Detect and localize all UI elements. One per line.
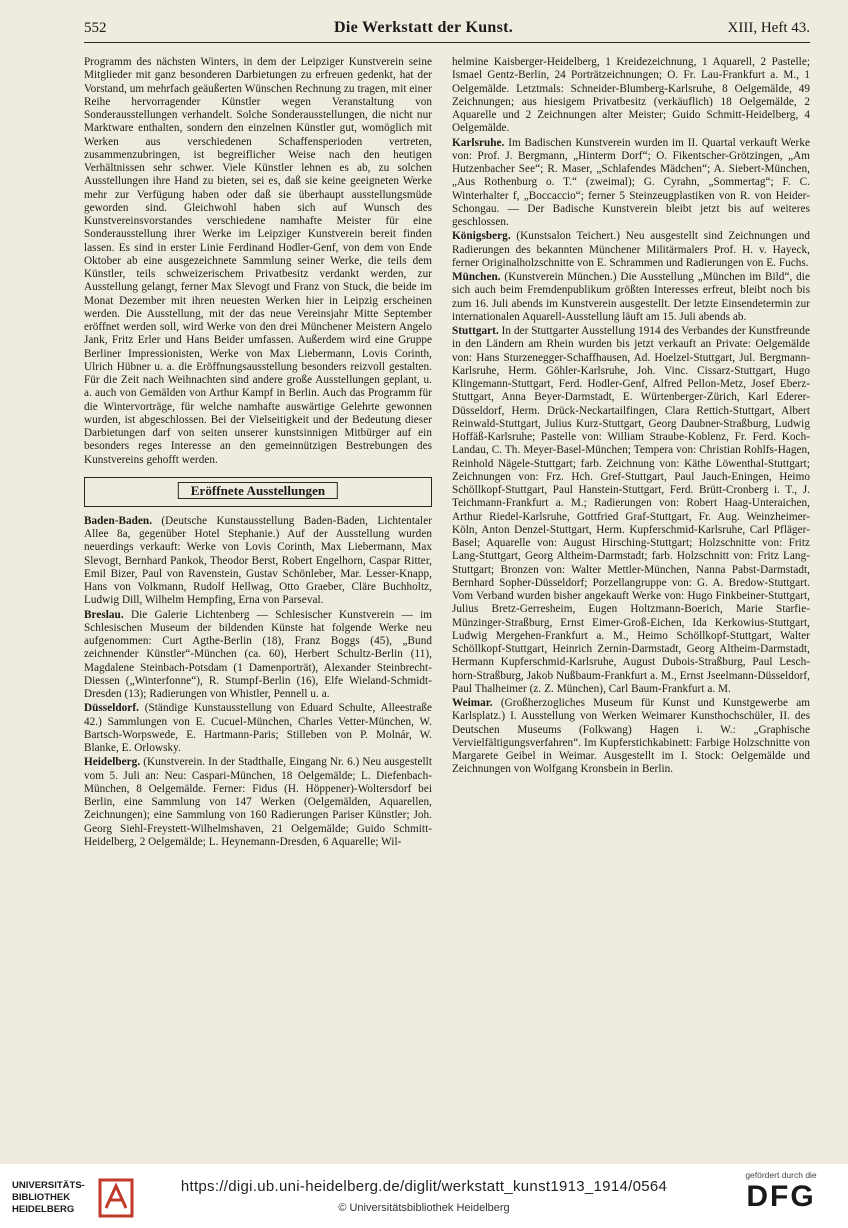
permalink-url[interactable]: https://digi.ub.uni-heidelberg.de/diglit/werkstatt_kunst1913_1914/0564: [180, 1178, 668, 1195]
entry-place: Baden-Baden.: [84, 514, 153, 527]
entry-text: Im Badischen Kunstverein wurden im II. Quartal verkauft Werke von: Prof. J. Bergmann, „Hinterm Dorf“; O. Fikentscher-Grötzingen, „Am Hutzenbacher See“; R. Maser, „Schlafendes Mädchen“; A. Siebert-München, „Aus Rothenburg o. T.“ (zweimal); G. Cyrahn, „Sommertag“; F. C. Winterhalter f, „Boccaccio“; ferner 5 Steinzeugplastiken von R. von Heider-Schongau. — Der Badische Kunstverein bleibt jetzt bis auf weiteres geschlossen.: [452, 136, 810, 228]
entry-baden-baden: [84, 515, 432, 608]
section-rule-right: [431, 478, 432, 506]
library-name-line: BIBLIOTHEK: [12, 1192, 71, 1203]
footer-bar: [0, 1164, 848, 1228]
entry-text: (Deutsche Kunstausstellung Baden-Baden, Lichtentaler Allee 8a, gegenüber Hotel Stephanie.) Auf der Ausstellung wurden neuerdings verkauft: Werke von Lovis Corinth, Max Liebermann, Max Slevogt, Bernhard Pankok, Theodor Berst, Robert Engelhorn, Caspar Ritter, Emil Bizer, Paul von Ravenstein, Gustav Schönleber, Mar. Lesser-Knapp, Hans von Volkmann, Rudolf Hellwag, Otto Graeber, Cläre Buchholtz, Ludwig Dill, Wilhelm Hempfing, Erna von Parseval.: [84, 514, 432, 607]
entry-text: Die Galerie Lichtenberg — Schlesischer Kunstverein — im Schlesischen Museum der bildenden Künste hat folgende Werke neu aufgenommen: Curt Agthe-Berlin (18), Franz Boggs (45), „Bund zeichnender Künstler“-München (ca. 60), Herbert Schultz-Berlin (11), Magdalene Steinbach-Potsdam (1 Damenporträt), Alexander Steinbrecht-Diessen („Winterfonne“), R. Stumpf-Berlin (16), Elfe Wieland-Schmidt-Dresden (13); Radierungen von Whistler, Pennell u. a.: [84, 608, 432, 700]
entry-place: Breslau.: [84, 608, 124, 621]
entry-place: Weimar.: [452, 697, 493, 709]
entry-place: Königsberg.: [452, 230, 511, 243]
dfg-logo: DFG: [746, 1180, 816, 1213]
entry-text: (Kunstverein. In der Stadthalle, Eingang Nr. 6.) Neu ausgestellt vom 5. Juli an: Neu: Caspari-München, 18 Oelgemälde; L. Diefenbach-München, 8 Oelgemälde. Ferner: Fidus (H. Höppener)-Woltersdorf bei Berlin, eine Sammlung von 147 Werken (Oelgemälden, Aquarellen, Zeichnungen); eine Sammlung von 160 Radierungen Pariser Künstler; Joh. Georg Siehl-Freystett-Wilhelmshaven, 21 Oelgemälde; Guido Schmitt-Heidelberg, 2 Oelgemälde; L. Heynemann-Dresden, 6 Aquarelle; Wil-: [84, 756, 432, 848]
entry-place: Heidelberg.: [84, 756, 141, 769]
entry-text: (Ständige Kunstausstellung von Eduard Schulte, Alleestraße 42.) Sammlungen von E. Cucuel-München, Charles Vetter-München, W. Bartsch-Worpswede, E. Hartmann-Paris; Stilleben von P. Molnár, W. Blanke, E. Orlowsky.: [84, 702, 432, 754]
entry-text: In der Stuttgarter Ausstellung 1914 des Verbandes der Kunstfreunde in den Ländern am Rhein wurden bis jetzt verkauft an Private: Oelgemälde von: Hans Sturzenegger-Schaffhausen, Ad. Hoelzel-Stuttgart, Jul. Bergmann-Karlsruhe, Herm. Göhler-Karlsruhe, Joh. Vinc. Cissarz-Stuttgart, Hugo Klingemann-Stuttgart, Ferd. Hodler-Genf, Alfred Pellon-Metz, Josef Eberz-Stuttgart, Anna Beyer-Darmstadt, E. Würtenberger-Zürich, Karl Ederer-Düsseldorf, Herm. Drück-Neckartailfingen, Clara Rettich-Stuttgart, Albert Reinwald-Stuttgart, Julius Kurz-Stuttgart, Georg Daubner-Straßburg, Ludwig Hoffäß-Karlsruhe; Pastelle von: William Straube-Koblenz, Fr. Ferd. Koch-Landau, C. Th. Meyer-Basel-München; Tempera von: Christian Rohlfs-Hagen, Reinhold Nägele-Stuttgart; farb. Zeichnung von: Käthe Löwenthal-Stuttgart; Zeichnungen von: Frz. Hch. Gref-Stuttgart, Paul Jauch-Eningen, Heimo Schöllkopf-Stuttgart, Paul Hanstein-Stuttgart, Ferd. Brütt-Cronberg i. T., J. Teichmann-Frankfurt a. M.; Radierungen von: Robert Haag-Unteraichen, Arthur Riedel-Karlsruhe, Gottfried Graf-Stuttgart, Fr. Aug. Weinzheimer-Köln, Anton Denzel-Stuttgart, Herm. Kupferschmid-Karlsruhe, Carl Pfläger-Basel; Aquarelle von: August Hirsching-Stuttgart; Holzschnitte von: Fritz Lang-Stuttgart, Georg Altheim-Darmstadt; farb. Holzschnitt von: Fritz Lang-Stuttgart; Bronzen von: Walter Mettler-München, Nanna Pabst-Darmstadt, Bernhard Sopher-Düsseldorf; Porzellangruppe von: G. A. Bredow-Stuttgart. Vom Verband wurden bisher angekauft Werke von: Hugo Finkbeiner-Stuttgart, Julius Bretz-Gerresheim, Eugen Holtzmann-Boerich, Marie Starfie-Münzinger-Straßburg, Ernst Eimer-Groß-Eichen, Ida Kerkowius-Stuttgart, Ludwig Mergehen-Frankfurt a. M., Heimo Schöllkopf-Stuttgart, Walter Schöllkopf-Stuttgart, Heinrich Zernin-Darmstadt, Georg Altheim-Darmstadt, Hermann Kupferschmid-Karlsruhe, August Dubois-Straßburg, Paul Lesch-horn-Straßburg, Jakob Nußbaum-Frankfurt a. M., Ernst Jseelmann-Düsseldorf, Paul Thalheimer (z. Z. München), Carl Baum-Frankfurt a. M.: [452, 325, 810, 695]
page-number: 552: [84, 20, 107, 36]
entry-stuttgart: [452, 325, 810, 696]
entry-duesseldorf: [84, 702, 432, 755]
right-column: [452, 56, 810, 1096]
funded-by-label: gefördert durch die: [745, 1170, 817, 1180]
funding-logo[interactable]: [722, 1170, 840, 1214]
library-name-line: HEIDELBERG: [12, 1204, 75, 1215]
entry-koenigsberg: [452, 230, 810, 270]
entry-heidelberg: [84, 756, 432, 849]
entry-muenchen: [452, 271, 810, 324]
entry-place: Karlsruhe.: [452, 136, 505, 149]
section-title: Eröffnete Ausstellungen: [178, 482, 338, 499]
section-heading-box: [84, 477, 432, 507]
entry-place: München.: [452, 271, 501, 283]
intro-paragraph: Programm des nächsten Winters, in dem der Leipziger Kunstverein seine Mitglieder mit ganz besonderen Darbietungen zu erfreuen gedenkt, hat der Vorstand, um mehrfach geäußerten Wünschen Rechnung zu tragen, mit einer Reihe hervorragender Künstler wegen Veranstaltung von Sonderausstellungen verhandelt. Solche Sonderausstellungen, die nicht nur Marktware enthalten, sondern den einzelnen Künstler gut, womöglich mit Werken aus verschiedenen Schaffensperioden vertreten, zusammenzubringen, ist begreiflicher Weise nach den heutigen Verhältnissen sehr schwer. Viele Künstler lehnen es ab, zu solchen Ausstellungen ihre Hand zu bieten, sei es, daß sie keine geeigneten Werke mehr zur Verfügung haben oder daß sie überhaupt ausstellungsmüde geworden sind. Gleichwohl haben sich auf Wunsch des Kunstvereinsvorstandes verschiedene namhafte Meister für eine Sonderausstellung ihrer Werke im Leipziger Kunstverein bereit finden lassen. Es sind in erster Linie Ferdinand Hodler-Genf, von dem von Ende Oktober ab eine ausgezeichnete Sammlung seiner Werke, die teils dem Künstler, teils schweizerischem Privatbesitz verdankt werden, zur Ausstellung gelangt, ferner Max Slevogt und Franz von Stuck, die beide im Monat Dezember mit ihren neuesten Werken hier in Leipzig erscheinen werden. Die Ausstellung, mit der das neue Vereinsjahr Mitte September eröffnet werden soll, wird Werke von den drei Münchener Meistern Angelo Jank, Fritz Erler und Hans Beider umfassen. Außerdem wird eine Gruppe Berliner Impressionisten, Werke von Max Liebermann, Lovis Corinth, Ulrich Hübner u. a. die Eröffnungsausstellung besonders reizvoll gestalten. Für die Zeit nach Weihnachten sind andere große Ausstellungen geplant, u. a. auch von Gemälden von Arthur Kampf in Berlin. Auch das Programm für die Wintervorträge, für welche namhafte auswärtige Gelehrte gewonnen wurden, ist abgeschlossen. Bei der Vielseitigkeit und der Bedeutung dieser Darbietungen darf von seiten unserer kunstsinnigen Mitbürger auf ein besonders reges Interesse an den gemeinnützigen Bestrebungen des Kunstvereins gehofft werden.: [84, 56, 432, 466]
entry-place: Stuttgart.: [452, 325, 499, 337]
running-title: Die Werkstatt der Kunst.: [334, 19, 514, 36]
entry-breslau: [84, 609, 432, 702]
entry-text: (Großherzogliches Museum für Kunst und Kunstgewerbe am Karlsplatz.) I. Ausstellung von Werken Weimarer Kunsthochschüler, II. des Deutschen Museums (Folkwang) Hagen i. W.: „Graphische Vervielfältigungsverfahren“. Im Kupferstichkabinett: Farbige Holzschnitte von Margarete Geibel in Weimar. Ausgestellt im I. Stock: Oelgemälde und Zeichnungen von Wolfgang Kronsbein in Berlin.: [452, 697, 810, 776]
section-rule-left: [84, 478, 85, 506]
left-column: [84, 56, 432, 1096]
entry-weimar: [452, 697, 810, 777]
entry-karlsruhe: [452, 137, 810, 230]
entry-text: (Kunstsalon Teichert.) Neu ausgestellt sind Zeichnungen und Radierungen des bekannten Münchener Militärmalers Prof. H. v. Hayeck, ferner Originalholzschnitte von E. Schrammen und Radierungen von E. Fuchs.: [452, 230, 810, 269]
entry-text: (Kunstverein München.) Die Ausstellung „München im Bild“, die sich auch beim Fremdenpublikum größten Interesses erfreut, bleibt noch bis zum 16. Juli abends im Kunstverein ausgestellt. Der letzte Einsendetermin zur internationalen Aquarell-Ausstellung läuft am 15. Juli abends ab.: [452, 271, 810, 323]
library-name-line: UNIVERSITÄTS-: [12, 1180, 85, 1191]
issue-label: XIII, Heft 43.: [727, 20, 810, 36]
copyright-notice: © Universitätsbibliothek Heidelberg: [338, 1202, 510, 1214]
continuation-paragraph: helmine Kaisberger-Heidelberg, 1 Kreidezeichnung, 1 Aquarell, 2 Pastelle; Ismael Gentz-Berlin, 24 Porträtzeichnungen; O. Fr. Lau-Frankfurt a. M., 1 Oelgemälde. Letztmals: Schneider-Blumberg-Karlsruhe, 8 Oelgemälde, 49 Zeichnungen; aus hiesigem Privatbesitz (verkäuflich) 18 Oelgemälde, 2 Aquarelle und 2 Zeichnungen alter Meister; Guido Schmitt-Heidelberg, 4 Oelgemälde.: [452, 56, 810, 135]
page-header: [84, 16, 810, 43]
entry-place: Düsseldorf.: [84, 702, 139, 715]
